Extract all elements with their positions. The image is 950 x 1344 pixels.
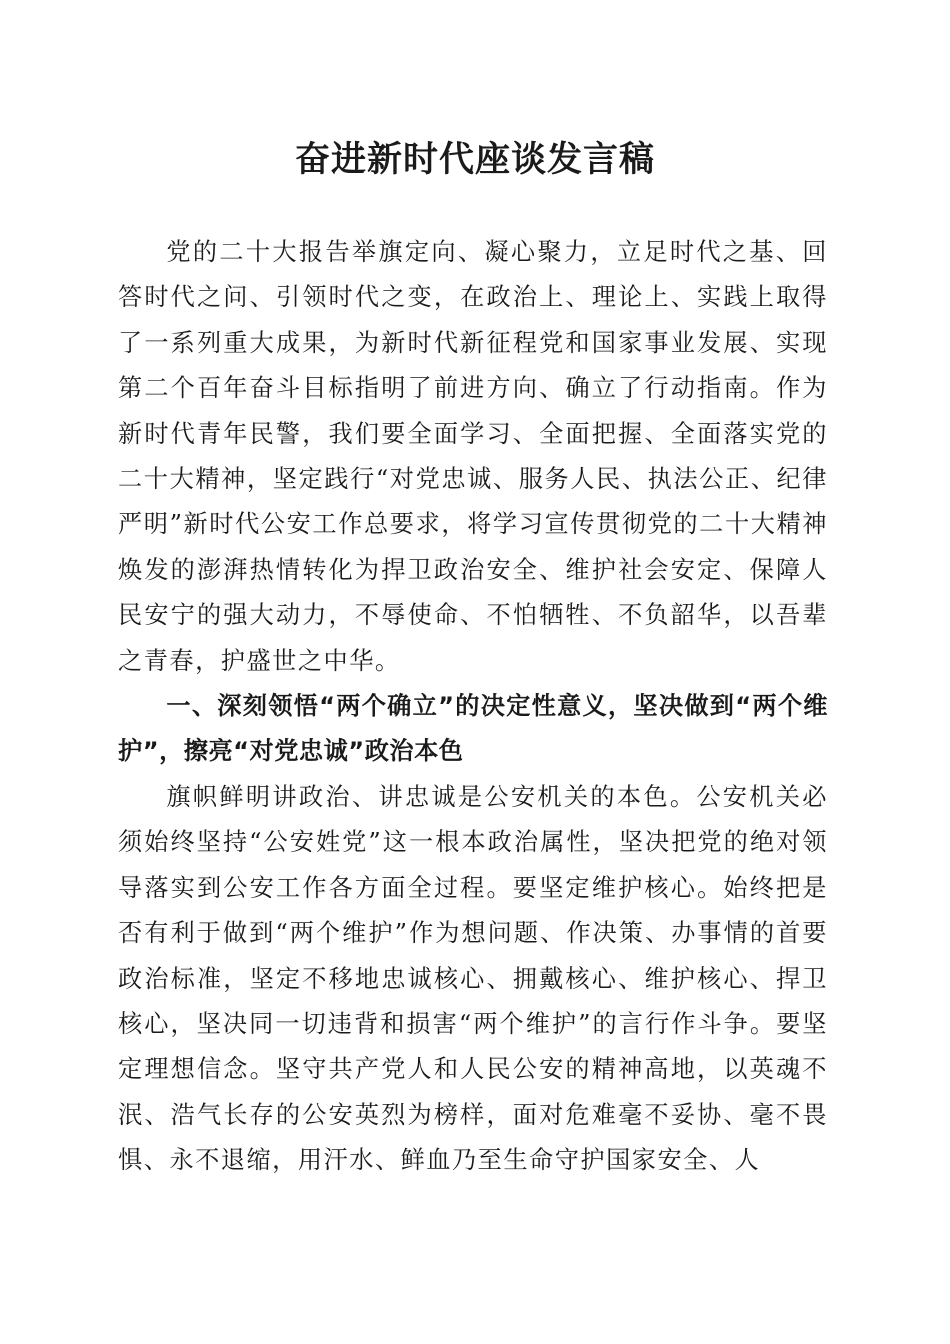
document-body (118, 230, 828, 1184)
section-1-heading: 一、深刻领悟“两个确立”的决定性意义，坚决做到“两个维护”，擦亮“对党忠诚”政治本色 (118, 692, 828, 766)
section-1-paragraph: 旗帜鲜明讲政治、讲忠诚是公安机关的本色。公安机关必须始终坚持“公安姓党”这一根本政治属性，坚决把党的绝对领导落实到公安工作各方面全过程。要坚定维护核心。始终把是否有利于做到“两个维护”作为想问题、作决策、办事情的首要政治标准，坚定不移地忠诚核心、拥戴核心、维护核心、捍卫核心，坚决同一切违背和损害“两个维护”的言行作斗争。要坚定理想信念。坚守共产党人和人民公安的精神高地，以英魂不泯、浩气长存的公安英烈为榜样，面对危难毫不妥协、毫不畏惧、永不退缩，用汗水、鲜血乃至生命守护国家安全、人 (118, 782, 828, 1175)
document-title: 奋进新时代座谈发言稿 (294, 139, 655, 180)
intro-paragraph: 党的二十大报告举旗定向、凝心聚力，立足时代之基、回答时代之问、引领时代之变，在政治上、理论上、实践上取得了一系列重大成果，为新时代新征程党和国家事业发展、实现第二个百年奋斗目标指明了前进方向、确立了行动指南。作为新时代青年民警，我们要全面学习、全面把握、全面落实党的二十大精神，坚定践行“对党忠诚、服务人民、执法公正、纪律严明”新时代公安工作总要求，将学习宣传贯彻党的二十大精神焕发的澎湃热情转化为捍卫政治安全、维护社会安定、保障人民安宁的强大动力，不辱使命、不怕牺牲、不负韶华，以吾辈之青春，护盛世之中华。 (118, 238, 828, 675)
